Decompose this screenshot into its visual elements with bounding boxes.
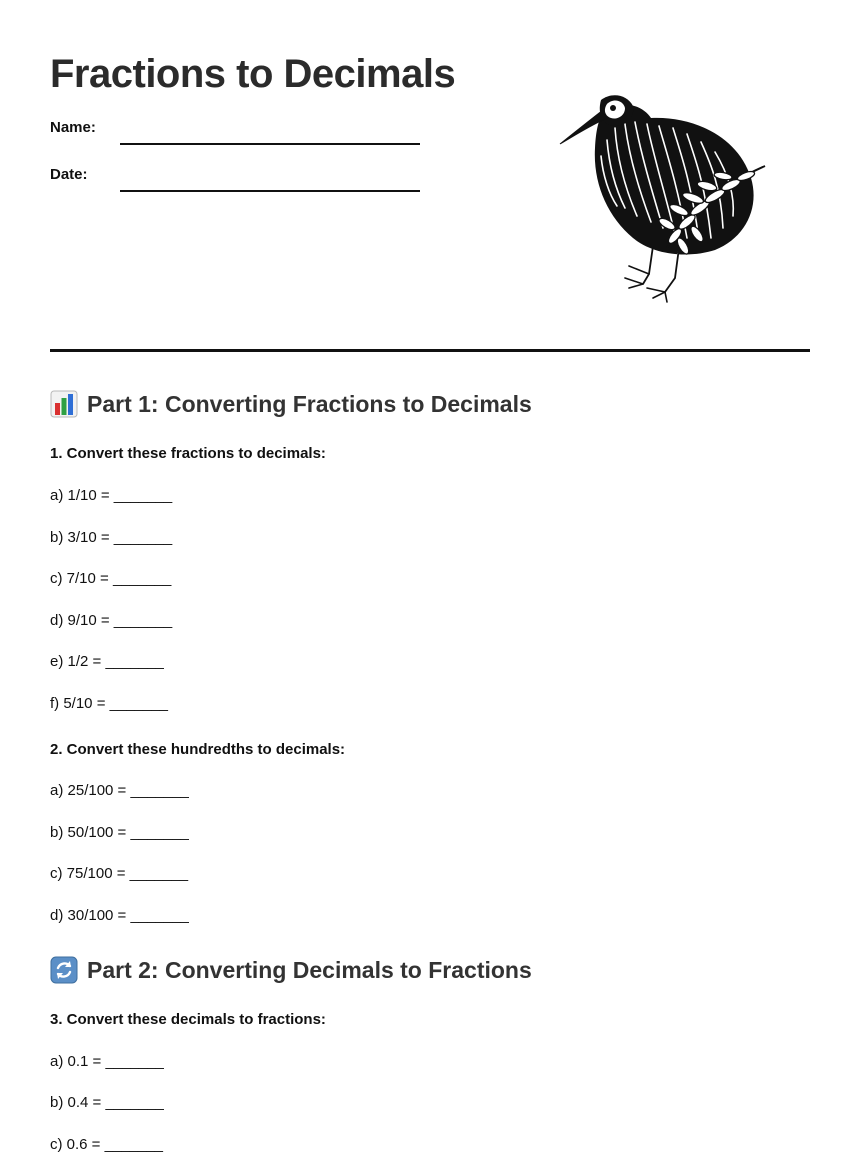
q1-item-b: b) 3/10 = _______: [50, 529, 173, 546]
bar-chart-icon: [50, 390, 78, 418]
refresh-arrows-icon: [50, 956, 78, 984]
q2-item-b: b) 50/100 = _______: [50, 824, 189, 841]
name-field: [50, 115, 420, 145]
q3-item-b: b) 0.4 = _______: [50, 1094, 164, 1111]
q3-item-a: a) 0.1 = _______: [50, 1053, 164, 1070]
name-blank-line: [120, 143, 420, 145]
header-divider: [50, 349, 810, 352]
part-1-title: Part 1: Converting Fractions to Decimals: [87, 391, 532, 417]
q2-item-a: a) 25/100 = _______: [50, 782, 189, 799]
name-label: Name:: [50, 119, 96, 136]
question-3-prompt: 3. Convert these decimals to fractions:: [50, 1011, 326, 1028]
q2-item-d: d) 30/100 = _______: [50, 907, 189, 924]
q1-item-a: a) 1/10 = _______: [50, 487, 173, 504]
q1-item-e: e) 1/2 = _______: [50, 653, 164, 670]
kiwi-illustration: [555, 88, 770, 306]
q1-item-d: d) 9/10 = _______: [50, 612, 173, 629]
q1-item-f: f) 5/10 = _______: [50, 695, 169, 712]
question-2-prompt: 2. Convert these hundredths to decimals:: [50, 741, 346, 758]
date-blank-line: [120, 190, 420, 192]
date-field: [50, 162, 420, 192]
question-1-prompt: 1. Convert these fractions to decimals:: [50, 445, 326, 462]
q1-item-c: c) 7/10 = _______: [50, 570, 172, 587]
part-1-heading: [50, 387, 810, 421]
date-label: Date:: [50, 166, 88, 183]
q3-item-c: c) 0.6 = _______: [50, 1136, 164, 1153]
part-2-heading: [50, 953, 810, 987]
part-2-title: Part 2: Converting Decimals to Fractions: [87, 957, 532, 983]
page-title: Fractions to Decimals: [50, 52, 456, 96]
q2-item-c: c) 75/100 = _______: [50, 865, 189, 882]
